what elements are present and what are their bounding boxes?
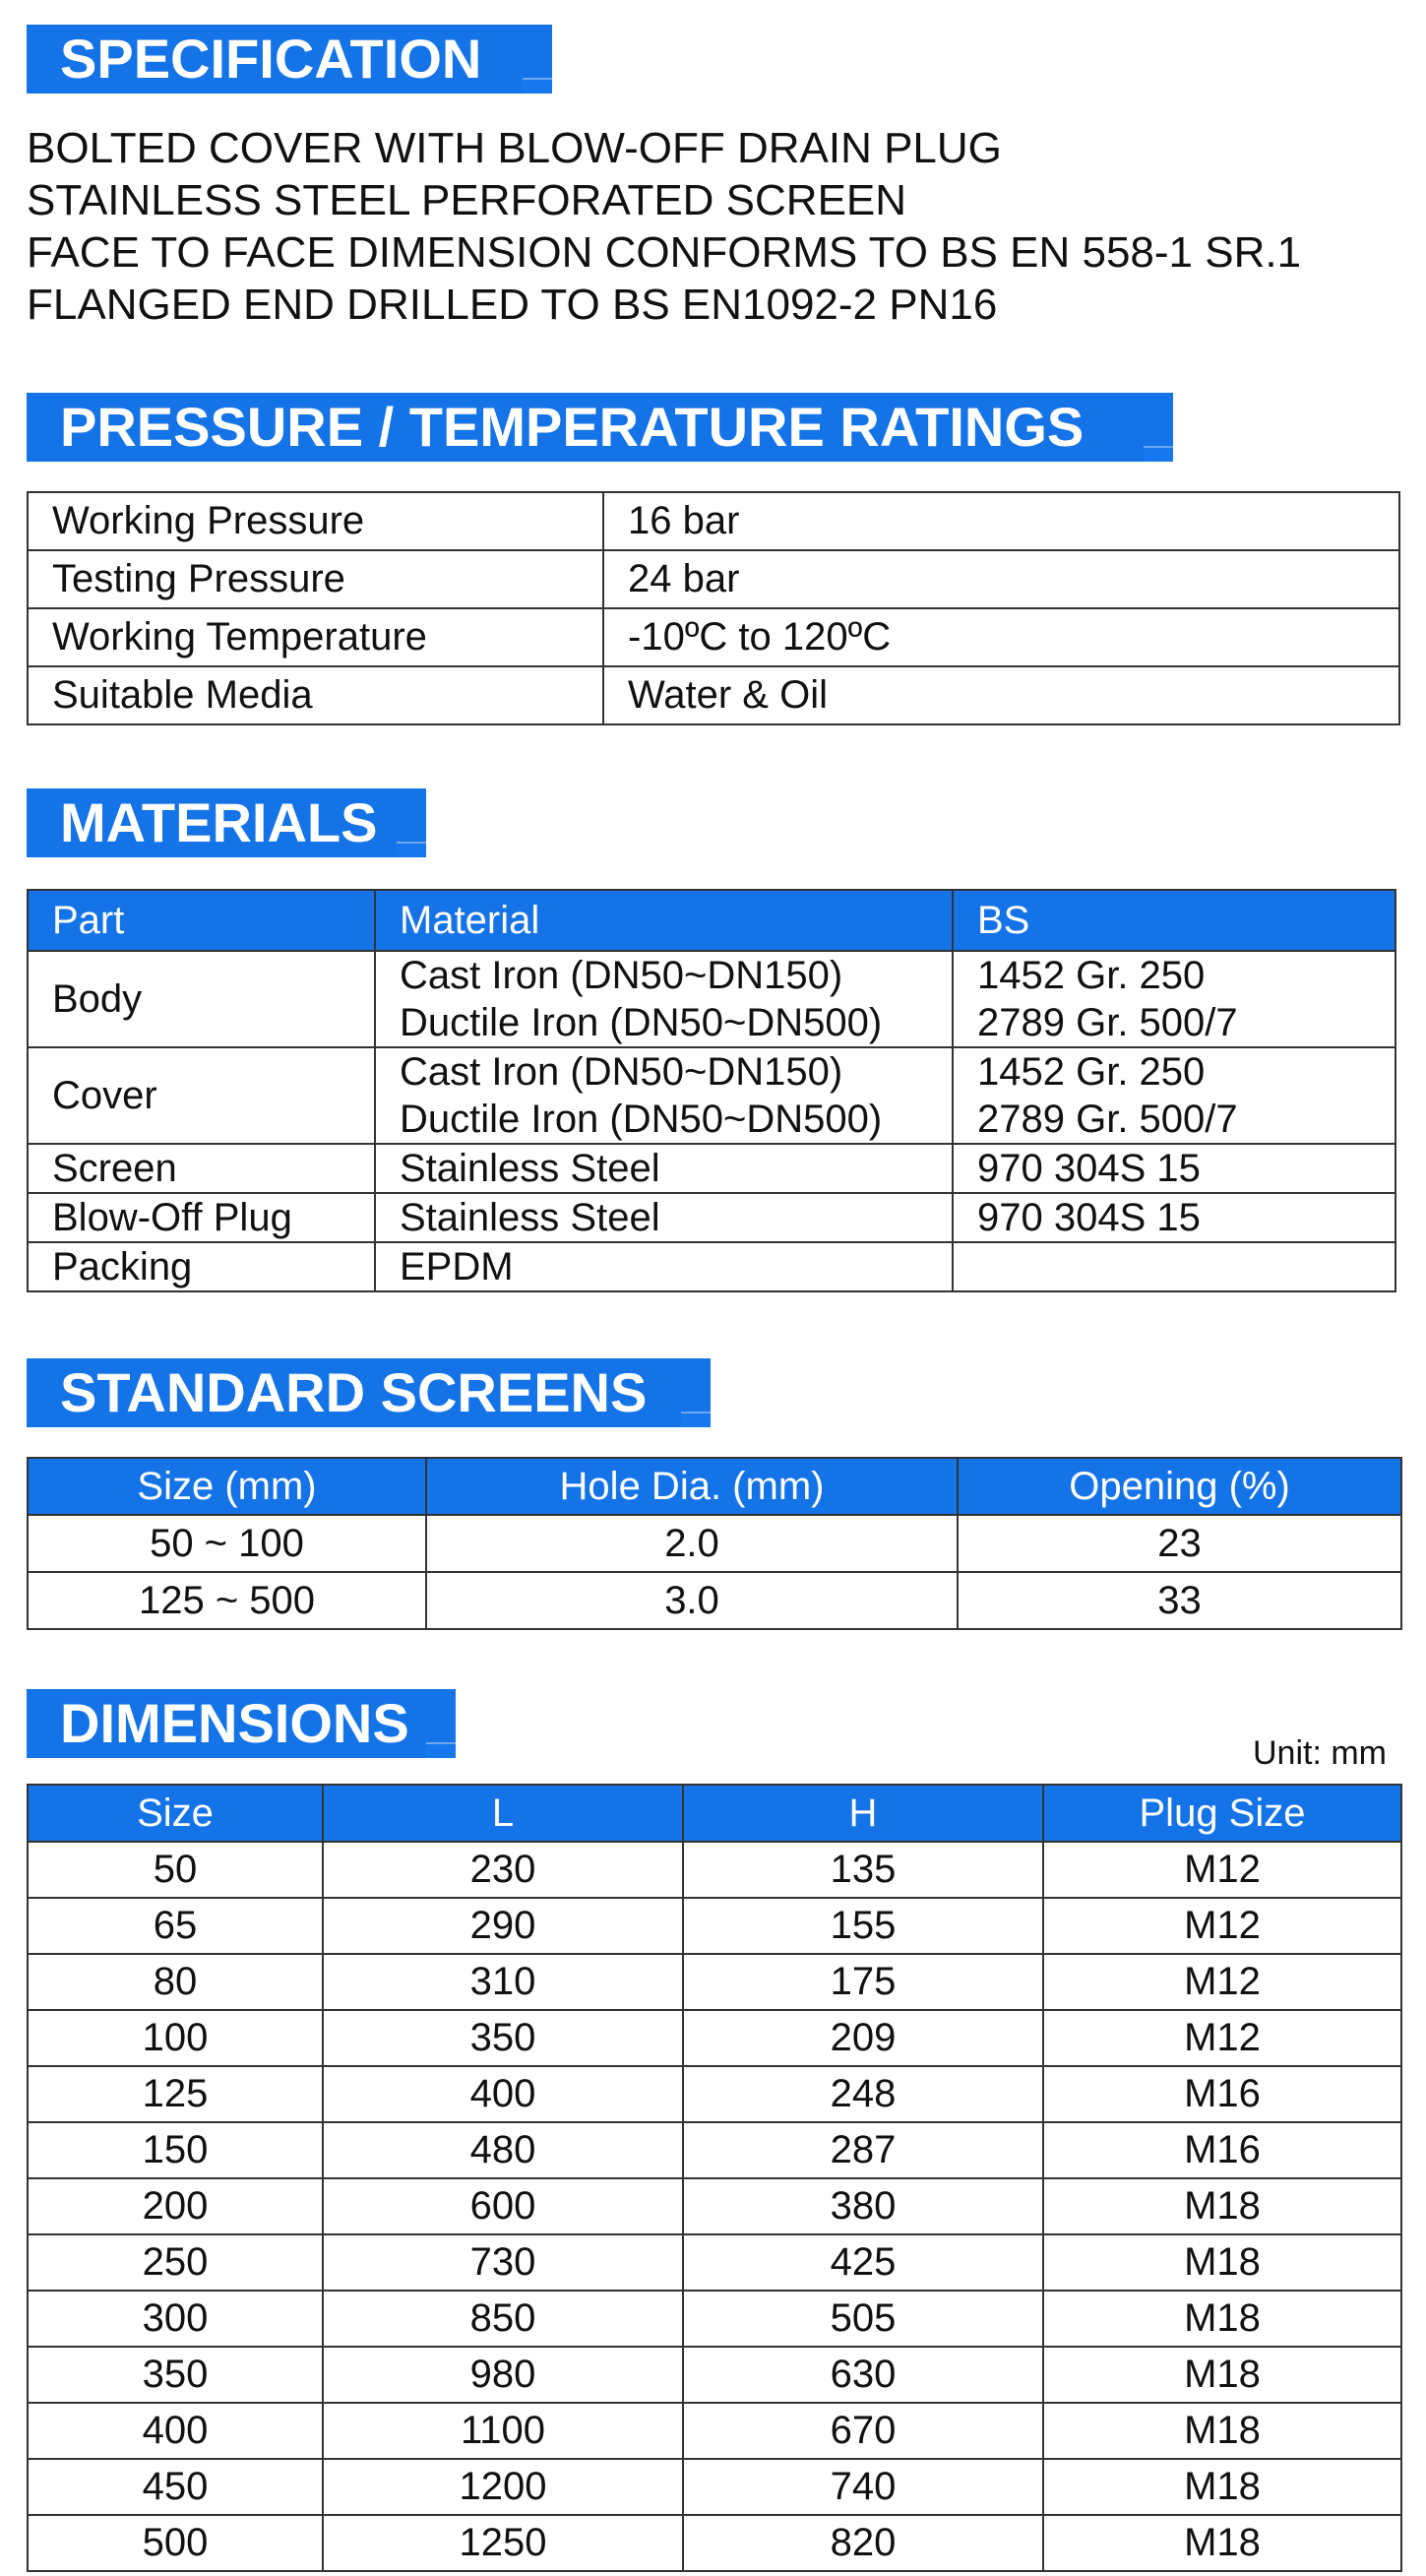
table-cell: M18: [1043, 2459, 1401, 2515]
table-cell: 248: [683, 2066, 1043, 2122]
table-cell: M12: [1043, 2010, 1401, 2066]
column-header: H: [683, 1785, 1043, 1842]
spec-list: [27, 122, 1301, 331]
table-cell: M18: [1043, 2178, 1401, 2234]
table-cell: 287: [683, 2122, 1043, 2178]
table-cell: 600: [323, 2178, 683, 2234]
cell-line: Ductile Iron (DN50~DN500): [400, 1098, 883, 1141]
table-cell: 630: [683, 2347, 1043, 2403]
table-cell: 300: [28, 2291, 323, 2347]
table-cell: 450: [28, 2459, 323, 2515]
ratings-title: PRESSURE / TEMPERATURE RATINGS: [60, 396, 1085, 458]
spec-heading: [27, 25, 552, 94]
table-header-row: [28, 1458, 1401, 1515]
table-cell: 1200: [323, 2459, 683, 2515]
table-cell: 125: [28, 2066, 323, 2122]
cell-line: 1452 Gr. 250: [977, 1050, 1206, 1094]
table-cell: M16: [1043, 2122, 1401, 2178]
table-row: [28, 1047, 1395, 1144]
table-cell: 80: [28, 1954, 323, 2010]
cell-line: 1452 Gr. 250: [977, 954, 1206, 997]
table-cell: 730: [323, 2234, 683, 2291]
dimensions-table: [27, 1784, 1402, 2572]
table-cell: Cover: [28, 1047, 375, 1144]
cell-line: Cast Iron (DN50~DN150): [400, 1050, 843, 1094]
table-cell: 3.0: [426, 1572, 958, 1629]
table-cell: Blow-Off Plug: [28, 1193, 375, 1242]
cell-line: Ductile Iron (DN50~DN500): [400, 1001, 883, 1044]
table-cell: [375, 1047, 953, 1144]
cell-line: 2789 Gr. 500/7: [977, 1001, 1238, 1044]
table-cell: 505: [683, 2291, 1043, 2347]
heading-accent: [426, 1742, 456, 1758]
ratings-heading: [27, 393, 1173, 462]
table-cell: 65: [28, 1898, 323, 1954]
table-cell: 24 bar: [603, 550, 1399, 608]
table-cell: 350: [28, 2347, 323, 2403]
table-cell: 500: [28, 2515, 323, 2571]
table-cell: 155: [683, 1898, 1043, 1954]
table-cell: M18: [1043, 2515, 1401, 2571]
table-row: [28, 1572, 1401, 1629]
table-cell: 135: [683, 1842, 1043, 1898]
table-cell: EPDM: [375, 1242, 953, 1291]
table-cell: 23: [958, 1515, 1401, 1572]
spec-line: FACE TO FACE DIMENSION CONFORMS TO BS EN 558-1 SR.1: [27, 228, 1302, 277]
heading-accent: [681, 1412, 711, 1427]
table-row: [28, 2122, 1401, 2178]
table-cell: 980: [323, 2347, 683, 2403]
column-header: Size: [28, 1785, 323, 1842]
table-row: [28, 2515, 1401, 2571]
spec-line: BOLTED COVER WITH BLOW-OFF DRAIN PLUG: [27, 124, 1002, 172]
table-row: [28, 1242, 1395, 1291]
table-cell: Body: [28, 951, 375, 1047]
heading-accent: [523, 78, 552, 94]
table-cell: 350: [323, 2010, 683, 2066]
table-cell: [953, 951, 1395, 1047]
table-cell: Testing Pressure: [28, 550, 603, 608]
table-row: [28, 2178, 1401, 2234]
table-cell: Stainless Steel: [375, 1144, 953, 1193]
table-cell: 175: [683, 1954, 1043, 2010]
table-cell: M18: [1043, 2347, 1401, 2403]
table-cell: M12: [1043, 1842, 1401, 1898]
table-cell: M18: [1043, 2291, 1401, 2347]
materials-title: MATERIALS: [60, 791, 378, 853]
column-header: Opening (%): [958, 1458, 1401, 1515]
table-cell: 290: [323, 1898, 683, 1954]
table-row: [28, 1842, 1401, 1898]
table-cell: 400: [28, 2403, 323, 2459]
table-cell: M12: [1043, 1954, 1401, 2010]
table-cell: [953, 1047, 1395, 1144]
table-cell: [953, 1242, 1395, 1291]
screens-table: [27, 1457, 1402, 1630]
table-row: [28, 2291, 1401, 2347]
table-cell: 50: [28, 1842, 323, 1898]
table-row: [28, 2010, 1401, 2066]
table-row: [28, 2347, 1401, 2403]
heading-accent: [397, 842, 426, 857]
spec-line: STAINLESS STEEL PERFORATED SCREEN: [27, 176, 907, 224]
table-cell: 670: [683, 2403, 1043, 2459]
table-cell: M12: [1043, 1898, 1401, 1954]
table-cell: -10ºC to 120ºC: [603, 608, 1399, 666]
table-cell: 125 ~ 500: [28, 1572, 426, 1629]
table-cell: Packing: [28, 1242, 375, 1291]
table-cell: Water & Oil: [603, 666, 1399, 724]
unit-label: Unit: mm: [1253, 1734, 1387, 1772]
cell-line: 2789 Gr. 500/7: [977, 1098, 1238, 1141]
ratings-table: [27, 491, 1400, 725]
table-row: [28, 1144, 1395, 1193]
dimensions-title: DIMENSIONS: [60, 1692, 409, 1754]
table-cell: 209: [683, 2010, 1043, 2066]
table-row: [28, 492, 1399, 550]
table-row: [28, 2066, 1401, 2122]
table-cell: 310: [323, 1954, 683, 2010]
spec-line: FLANGED END DRILLED TO BS EN1092-2 PN16: [27, 281, 998, 329]
table-row: [28, 550, 1399, 608]
table-cell: M18: [1043, 2403, 1401, 2459]
dimensions-heading: [27, 1689, 456, 1758]
table-cell: 50 ~ 100: [28, 1515, 426, 1572]
table-cell: 250: [28, 2234, 323, 2291]
column-header: Size (mm): [28, 1458, 426, 1515]
table-cell: 150: [28, 2122, 323, 2178]
table-header-row: [28, 1785, 1401, 1842]
table-cell: M16: [1043, 2066, 1401, 2122]
table-cell: 1250: [323, 2515, 683, 2571]
materials-heading: [27, 788, 426, 857]
screens-heading: [27, 1358, 711, 1427]
screens-title: STANDARD SCREENS: [60, 1361, 648, 1423]
column-header: Hole Dia. (mm): [426, 1458, 958, 1515]
table-cell: 100: [28, 2010, 323, 2066]
column-header: Material: [375, 890, 953, 951]
table-cell: 820: [683, 2515, 1043, 2571]
table-cell: 400: [323, 2066, 683, 2122]
table-cell: Screen: [28, 1144, 375, 1193]
table-row: [28, 608, 1399, 666]
table-row: [28, 1515, 1401, 1572]
table-cell: 970 304S 15: [953, 1144, 1395, 1193]
table-row: [28, 1193, 1395, 1242]
table-row: [28, 2459, 1401, 2515]
heading-accent: [1144, 446, 1173, 462]
table-cell: [375, 951, 953, 1047]
table-cell: 230: [323, 1842, 683, 1898]
table-cell: 970 304S 15: [953, 1193, 1395, 1242]
table-cell: Stainless Steel: [375, 1193, 953, 1242]
column-header: L: [323, 1785, 683, 1842]
table-cell: Working Pressure: [28, 492, 603, 550]
table-cell: 2.0: [426, 1515, 958, 1572]
column-header: BS: [953, 890, 1395, 951]
column-header: Plug Size: [1043, 1785, 1401, 1842]
table-cell: 740: [683, 2459, 1043, 2515]
table-row: [28, 2234, 1401, 2291]
table-cell: 425: [683, 2234, 1043, 2291]
spec-title: SPECIFICATION: [60, 28, 482, 90]
table-cell: Suitable Media: [28, 666, 603, 724]
table-cell: M18: [1043, 2234, 1401, 2291]
table-header-row: [28, 890, 1395, 951]
table-cell: 1100: [323, 2403, 683, 2459]
table-row: [28, 666, 1399, 724]
table-cell: 380: [683, 2178, 1043, 2234]
table-cell: 200: [28, 2178, 323, 2234]
table-cell: 850: [323, 2291, 683, 2347]
column-header: Part: [28, 890, 375, 951]
table-row: [28, 2403, 1401, 2459]
table-row: [28, 1898, 1401, 1954]
materials-table: [27, 889, 1396, 1292]
table-row: [28, 951, 1395, 1047]
table-cell: 16 bar: [603, 492, 1399, 550]
table-cell: Working Temperature: [28, 608, 603, 666]
cell-line: Cast Iron (DN50~DN150): [400, 954, 843, 997]
dimensions-body: [28, 1842, 1401, 2571]
table-row: [28, 1954, 1401, 2010]
table-cell: 480: [323, 2122, 683, 2178]
table-cell: 33: [958, 1572, 1401, 1629]
